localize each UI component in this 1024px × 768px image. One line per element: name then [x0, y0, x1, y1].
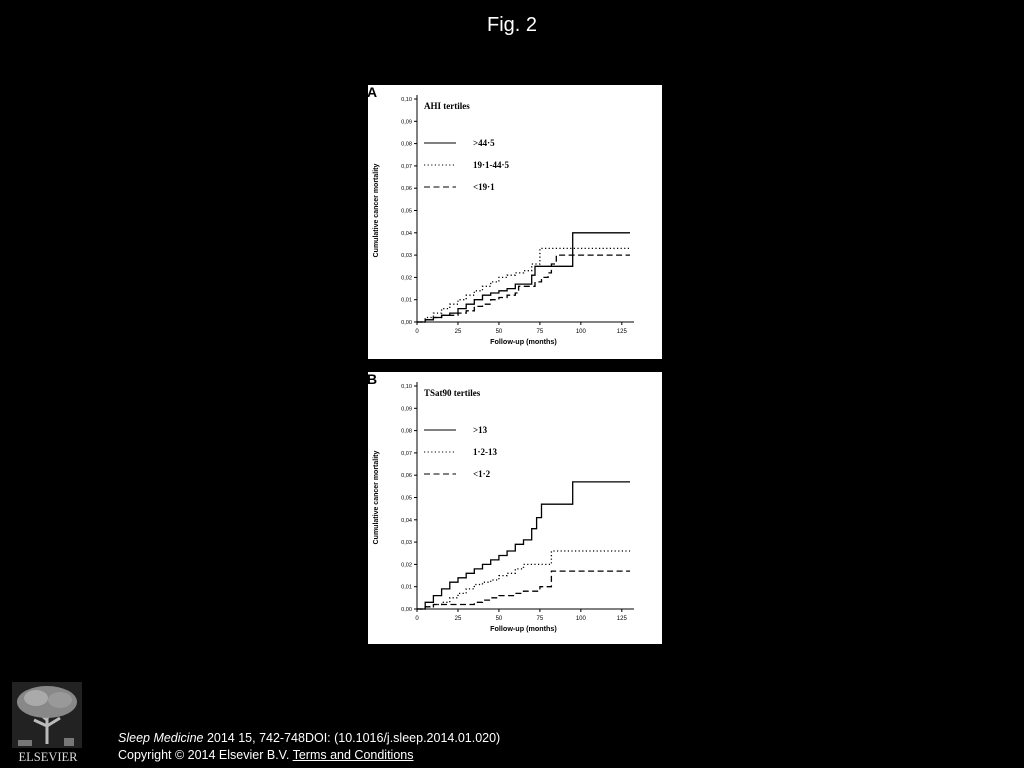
series-line-1	[417, 233, 630, 322]
legend-label-1: >13	[473, 425, 488, 435]
y-tick-label: 0,03	[401, 253, 412, 260]
y-tick-label: 0,09	[401, 119, 412, 126]
y-tick-label: 0,04	[401, 230, 412, 237]
x-axis-label: Follow-up (months)	[490, 624, 557, 633]
y-tick-label: 0,08	[401, 428, 412, 435]
x-tick-label: 100	[575, 329, 586, 335]
x-tick-label: 50	[495, 329, 503, 335]
reference-line	[118, 730, 500, 747]
chart-panel-a	[368, 85, 662, 359]
y-tick-label: 0,05	[401, 208, 412, 215]
x-tick-label: 50	[495, 616, 503, 622]
x-tick-label: 75	[536, 616, 544, 622]
copyright-line	[118, 747, 500, 764]
y-tick-label: 0,01	[401, 584, 412, 591]
series-line-2	[417, 248, 630, 322]
legend-title: AHI tertiles	[424, 101, 470, 111]
x-tick-label: 125	[616, 329, 627, 335]
series-line-3	[417, 255, 630, 322]
y-axis-label: Cumulative cancer mortality	[373, 450, 380, 545]
x-tick-label: 0	[415, 616, 419, 622]
svg-text:ELSEVIER: ELSEVIER	[18, 750, 78, 764]
series-line-1	[417, 482, 630, 609]
x-tick-label: 75	[536, 329, 544, 335]
chart-svg-b	[368, 372, 662, 644]
panel-letter-a: A	[367, 84, 378, 100]
x-tick-label: 100	[575, 616, 586, 622]
y-tick-label: 0,04	[401, 517, 412, 524]
y-tick-label: 0,03	[401, 540, 412, 547]
y-tick-label: 0,01	[401, 297, 412, 304]
y-tick-label: 0,00	[401, 607, 412, 613]
elsevier-logo	[8, 680, 88, 764]
x-tick-label: 125	[616, 616, 627, 622]
legend-label-3: <1·2	[473, 469, 491, 479]
y-tick-label: 0,07	[401, 163, 412, 170]
legend-title: TSat90 tertiles	[424, 388, 481, 398]
terms-link[interactable]: Terms and Conditions	[292, 748, 414, 762]
figure-title: Fig. 2	[486, 14, 538, 36]
citation	[118, 730, 500, 764]
y-tick-label: 0,00	[401, 320, 412, 326]
x-axis-label: Follow-up (months)	[490, 337, 557, 346]
y-tick-label: 0,07	[401, 450, 412, 457]
legend-label-3: <19·1	[473, 182, 495, 192]
chart-svg-a	[368, 85, 662, 359]
legend-label-1: >44·5	[473, 138, 495, 148]
legend-label-2: 19·1-44·5	[473, 160, 509, 170]
series-line-3	[417, 571, 630, 609]
panel-letter-b: B	[367, 371, 378, 387]
x-tick-label: 0	[415, 329, 419, 335]
y-tick-label: 0,10	[401, 97, 412, 103]
y-axis-label: Cumulative cancer mortality	[373, 163, 380, 258]
legend-label-2: 1·2-13	[473, 447, 497, 457]
chart-panel-b	[368, 372, 662, 644]
x-tick-label: 25	[454, 616, 462, 622]
journal-name: Sleep Medicine	[118, 731, 204, 745]
y-tick-label: 0,02	[401, 275, 412, 282]
y-tick-label: 0,06	[401, 186, 412, 193]
y-tick-label: 0,05	[401, 495, 412, 502]
copyright-text: Copyright © 2014 Elsevier B.V.	[118, 748, 293, 762]
y-tick-label: 0,02	[401, 562, 412, 569]
y-tick-label: 0,08	[401, 141, 412, 148]
y-tick-label: 0,10	[401, 384, 412, 390]
reference-text: 2014 15, 742-748DOI: (10.1016/j.sleep.2014.01.020)	[203, 731, 501, 745]
series-line-2	[417, 551, 630, 609]
y-tick-label: 0,06	[401, 473, 412, 480]
y-tick-label: 0,09	[401, 406, 412, 413]
x-tick-label: 25	[454, 329, 462, 335]
